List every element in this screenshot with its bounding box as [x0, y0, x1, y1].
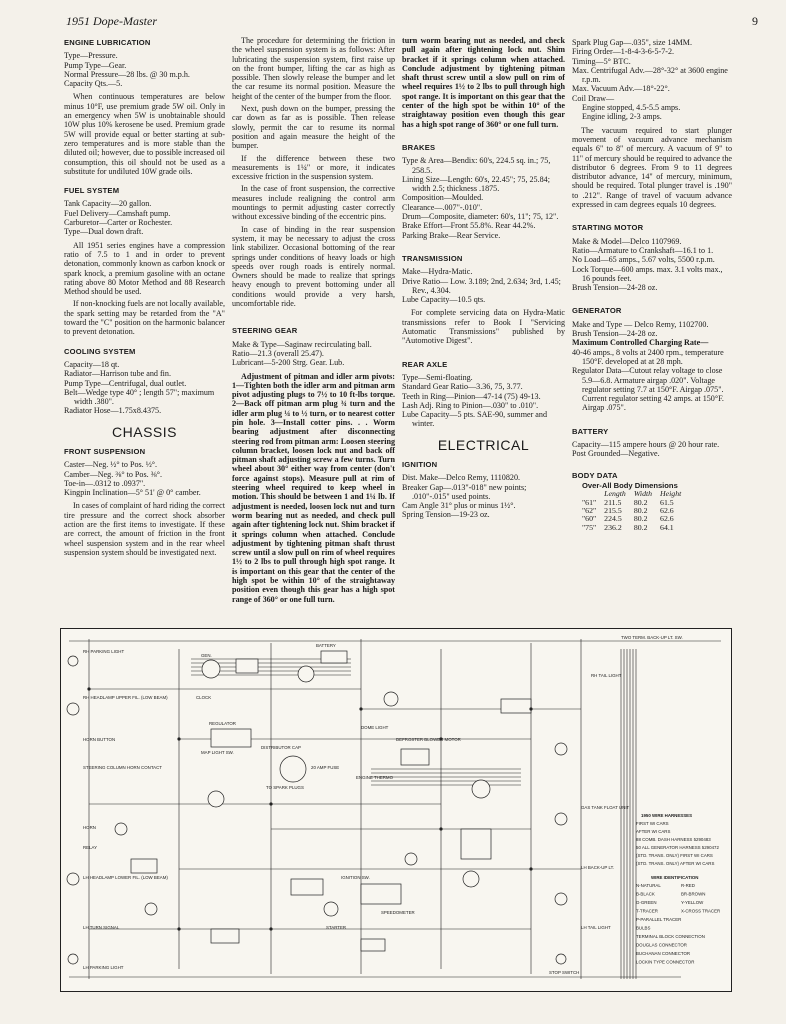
- spec-line: Caster—Neg. ½° to Pos. ½°.: [64, 460, 158, 470]
- transmission-heading: TRANSMISSION: [402, 253, 463, 263]
- diagram-label: TWO TERM. BACK-UP LT. SW.: [621, 635, 683, 640]
- spec-line: Lining Size—Length: 60's, 22.45"; 75, 25.84; width 2.5; thickness .1875.: [402, 174, 550, 194]
- fuel-system-paragraph: If non-knocking fuels are not locally available, the spark setting may be retarded from the "A" toward the "C" position on the harmonic balancer to prevent detonation.: [64, 299, 225, 337]
- wire-id-entry: LOCKIN TYPE CONNECTOR: [636, 959, 695, 965]
- component-symbol: [555, 743, 567, 755]
- vacuum-text: The vacuum required to start plunger movement of vacuum advance mechanism equals 6" to 8" of mercury. A vacuum of 9" to 11" of mercury should be required to advance the distributor 6 degrees. From 9 to 11 degrees distributor advance, 14" of mercury, minimum, should be required. Total plunger travel is .190" to .212". Range of travel of vacuum advance expressed in cam degrees equals 10 degrees.: [572, 125, 732, 210]
- cooling-system-specs: [64, 360, 225, 416]
- harness-entry: 50 ALL GENERATOR HARNESS 5290472: [636, 845, 719, 850]
- wire-id-entry: Y-YELLOW: [681, 900, 704, 905]
- body-dimensions-cell: 211.5: [604, 497, 622, 507]
- spec-line: Make—Hydra-Matic.: [402, 267, 473, 277]
- component-symbol: [555, 893, 567, 905]
- spec-line: Make & Model—Delco 1107969.: [572, 236, 682, 246]
- spec-line: Camber—Neg. ⅜° to Pos. ⅜°.: [64, 469, 162, 479]
- chassis-paragraph: In the case of front suspension, the corrective measures include realigning the control arm mountings to permit adjusting caster correctly without excessive binding of the eccentric pins.: [232, 184, 395, 222]
- spec-line: Lubricant—5-200 Strg. Gear. Lub.: [232, 358, 345, 368]
- body-dimensions-column-header: Height: [660, 489, 682, 499]
- body-dimensions-cell: "61": [582, 497, 597, 507]
- page-header: [66, 14, 758, 30]
- starting-motor-heading: STARTING MOTOR: [572, 223, 644, 233]
- body-dimensions-cell: 80.2: [633, 522, 648, 532]
- ignition-specs: [402, 473, 565, 519]
- spec-line: Radiator—Harrison tube and fin.: [64, 369, 171, 379]
- terminal-connection: [439, 827, 442, 830]
- diagram-label: DISTRIBUTOR CAP: [261, 745, 301, 750]
- steering-gear-heading: STEERING GEAR: [232, 326, 298, 336]
- wire-id-entry: BULBS: [636, 925, 651, 931]
- engine-lubrication-text: When continuous temperatures are below minus 10°F, use premium grade 5W oil. Only in an emergency when 5W is unobtainable should 10W plus 10% kerosene be used. Premium grade 5W will provide equal or better starting at sub-zero temperatures and is more stable than the diluted oil; however, due to possible increased oil consumption, this oil should not be used as a substitute for undiluted 10W grade oils.: [64, 92, 225, 176]
- component-symbol: [202, 660, 220, 678]
- diagram-label: BATTERY: [316, 643, 336, 648]
- electrical-heading: ELECTRICAL: [437, 436, 530, 453]
- column-2: [232, 36, 396, 604]
- ignition-heading: IGNITION: [402, 459, 438, 469]
- fuel-system-paragraph: All 1951 series engines have a compression ratio of 7.5 to 1 and in order to prevent detonation, commonly known as carbon knock or spark knock, a premium gasoline with an octane rating above 80 Motor Method and 88 Research Method should be used.: [64, 240, 225, 297]
- diagram-label: HORN BUTTON: [83, 737, 116, 742]
- spec-line: Make & Type—Saginaw recirculating ball.: [232, 339, 372, 349]
- harness-entry: (STD. TRANS. ONLY) FIRST WI CARS: [636, 853, 713, 858]
- chassis-paragraph: In cases of complaint of hard riding the correct tire pressure and the correct shock absorber action are the first items to investigate. If these are correct, the amount of friction in the front wheel suspension system and in the rear wheel suspension system should be investigated next.: [64, 501, 225, 557]
- chassis-paragraph: In case of binding in the rear suspension system, it may be necessary to adjust the cross link stabilizer. Occasional bottoming of the rear springs under conditions of heavy loads or high speeds over rough roads is entirely normal. Owners should be made to realize that springs heavy enough to prevent bottoming under all conditions would provide a very harsh, uncomfortable ride.: [232, 224, 395, 309]
- steering-adjustment-continued: turn worm bearing nut as needed, and check pull again after tightening lock nut. Shim bracket if it springs column when attached. Conclude adjustment by tightening pitman shaft thrust screw until a slow pull on rim of wheel requires 1½ to 2 lbs to pull through high spot range. It is important on this gear that the center of the high spot be within 10° of the straightaway position even though this gear has a high spot range of 360° or one full turn.: [402, 36, 565, 129]
- chassis-paragraph: The procedure for determining the friction in the wheel suspension system is as follows: After lubricating the suspension system, first raise up on the front bumper, lifting the car as high as possible. Then slowly release the bumper and let the car resume its normal position. Measure the height of the center of the bumper from the floor.: [232, 36, 395, 101]
- spec-line: Firing Order—1-8-4-3-6-5-7-2.: [572, 47, 675, 57]
- body-dimensions-cell: "62": [582, 505, 597, 515]
- wire-id-entry: DOUGLAS CONNECTOR: [636, 942, 687, 948]
- component-symbol: [555, 813, 567, 825]
- component-symbol: [145, 903, 157, 915]
- body-dimensions-cell: 64.1: [660, 522, 674, 532]
- spec-line: Capacity—18 qt.: [64, 359, 120, 369]
- component-box: [361, 939, 385, 951]
- component-symbol: [67, 873, 79, 885]
- page-title: 1951 Dope-Master: [66, 14, 157, 28]
- brakes-heading: BRAKES: [402, 142, 436, 152]
- spec-line: Capacity—115 ampere hours @ 20 hour rate.: [572, 439, 720, 449]
- spec-line: Lock Torque—600 amps. max. 3.1 volts max., 16 pounds feet.: [572, 264, 723, 283]
- diagram-label: RH PARKING LIGHT: [83, 649, 125, 654]
- spec-line: Type—Pressure.: [64, 51, 118, 61]
- spec-line: Composition—Moulded.: [402, 193, 484, 203]
- spec-line: Lube Capacity—10.5 qts.: [402, 295, 486, 305]
- component-box: [321, 651, 347, 663]
- transmission-specs: [402, 267, 565, 304]
- diagram-label: SPEEDOMETER: [381, 910, 415, 915]
- wire-id-entry: BUCHANAN CONNECTOR: [636, 951, 691, 956]
- diagram-label: MAP LIGHT SW.: [201, 750, 234, 755]
- component-box: [236, 659, 258, 673]
- spec-line: Cam Angle 31° plus or minus 1½°.: [402, 501, 516, 511]
- spec-line: Make and Type — Delco Remy, 1102700.: [572, 319, 709, 329]
- spec-line: Toe-in—.0312 to .0937".: [64, 478, 146, 488]
- diagram-label: REGULATOR: [209, 721, 236, 726]
- spec-line: Engine stopped, 4.5-5.5 amps.: [582, 103, 681, 113]
- wire-id-entry: BR-BROWN: [681, 891, 706, 897]
- spec-line: Coil Draw—: [572, 93, 615, 103]
- diagram-label: LH TURN SIGNAL: [83, 925, 120, 930]
- component-box: [131, 859, 157, 873]
- body-dimensions-cell: 224.5: [604, 514, 622, 524]
- engine-lubrication-heading: ENGINE LUBRICATION: [64, 38, 151, 47]
- spec-line: Type & Area—Bendix: 60's, 224.5 sq. in.; 75, 258.5.: [402, 156, 551, 175]
- body-dimensions-cell: "60": [582, 514, 597, 524]
- wire-id-title: WIRE IDENTIFICATION: [651, 875, 699, 880]
- rear-axle-specs: [402, 373, 565, 429]
- spec-line: Belt—Wedge type 40° ; length 57"; maximum width .380".: [64, 387, 215, 407]
- component-symbol: [298, 666, 314, 682]
- component-box: [461, 829, 491, 859]
- body-dimensions-cell: 80.2: [633, 505, 648, 515]
- component-box: [501, 699, 531, 713]
- wiring-diagram-drawing: [61, 629, 731, 991]
- generator-heading: GENERATOR: [572, 306, 622, 316]
- spec-line: Breaker Gap—.013"-018" new points; .010"-.015" used points.: [402, 482, 527, 501]
- body-dimensions-row: [582, 524, 689, 532]
- cooling-system-heading: COOLING SYSTEM: [64, 346, 136, 356]
- spec-line: Ratio—21.3 (overall 25.47).: [232, 348, 324, 358]
- steering-gear-specs: [232, 340, 395, 368]
- spark-specs: [572, 38, 732, 122]
- diagram-label: LH PARKING LIGHT: [83, 965, 124, 970]
- diagram-label: RH TAIL LIGHT: [591, 673, 622, 678]
- spec-line: Normal Pressure—28 lbs. @ 30 m.p.h.: [64, 69, 190, 79]
- diagram-label: STOP SWITCH: [549, 970, 580, 975]
- diagram-label: RH HEADLAMP UPPER FIL. (LOW BEAM): [83, 695, 168, 700]
- diagram-label: RELAY: [83, 845, 98, 850]
- diagram-label: DEFROSTER BLOWER MOTOR: [396, 737, 461, 742]
- spec-line: Clearance—.007"-.010".: [402, 202, 483, 212]
- front-suspension-specs: [64, 460, 225, 497]
- steering-adjustment-text: Adjustment of pitman and idler arm pivots: 1—Tighten both the idler arm and pitman arm pivot adjusting plugs to 7½ to 10 ft-lbs torque. 2—Back off pitman arm plug ¾ turn and the idler arm plug ¼ to ½ turn, or to nearest cotter pin hole. 3—Install cotter pins. . . Worm bearing adjustment after disconnecting steering rod from pitman arm: Loosen steering column bracket, loosen lock nut and back off pitman shaft adjusting screw a few turns. Turn wheel about 30° either way from center (don't force against stops). Measure pull at rim of steering wheel required to keep wheel in motion. This should be between 1 and 1¼ lb. If adjustment is needed, loosen lock nut and turn worm bearing nut as needed, and check pull again after tightening lock nut. Shim bracket if it springs column when attached. Conclude adjustment by tightening pitman shaft thrust screw until a slow pull on rim of wheel requires 1½ to 2 lbs to pull through high spot range. It is important on this gear that the center of the high spot be within 10° of the straightaway position even though this gear has a high spot range of 360° or one full turn.: [232, 371, 396, 604]
- transmission-text: For complete servicing data on Hydra-Matic transmissions refer to Book I "Servicing Automatic Transmissions" published by "Automotive Digest".: [402, 308, 565, 346]
- page-number: 9: [752, 14, 758, 28]
- spec-line: 40-46 amps., 8 volts at 2400 rpm., temperature 150°F. developed at at 28 mph.: [572, 347, 724, 366]
- column-4: [572, 36, 732, 532]
- wire-id-entry: TERMINAL BLOCK CONNECTION: [636, 934, 705, 939]
- spec-line: Type—Semi-floating.: [402, 372, 473, 382]
- spec-line: Drum—Composite, diameter: 60's, 11"; 75, 12".: [402, 212, 559, 222]
- harness-table-title: 1950 WIRE HARNESSES: [641, 813, 692, 818]
- body-dimensions-cell: "75": [582, 522, 597, 532]
- component-symbol: [384, 692, 398, 706]
- wire-id-entry: T-TRACER: [636, 908, 658, 914]
- diagram-label: TO SPARK PLUGS: [266, 785, 304, 790]
- component-symbol: [67, 703, 79, 715]
- spec-line: Fuel Delivery—Camshaft pump.: [64, 208, 171, 218]
- component-symbol: [208, 791, 224, 807]
- terminal-connection: [87, 687, 90, 690]
- spec-line: Radiator Hose—1.75x8.4375.: [64, 406, 162, 416]
- component-symbol: [280, 756, 306, 782]
- spec-line: Pump Type—Gear.: [64, 60, 127, 70]
- component-box: [211, 729, 251, 747]
- diagram-label: LH HEADLAMP LOWER FIL. (LOW BEAM): [83, 875, 168, 880]
- terminal-connection: [529, 867, 532, 870]
- component-symbol: [472, 780, 490, 798]
- harness-entry: (STD. TRANS. ONLY) AFTER WI CARS: [636, 861, 715, 866]
- body-dimensions-cell: 61.5: [660, 497, 674, 507]
- spec-line: No Load—65 amps., 5.67 volts, 5500 r.p.m.: [572, 255, 715, 265]
- diagram-label: DOME LIGHT: [361, 725, 389, 730]
- spec-line: Regulator Data—Cutout relay voltage to close 5.9—6.8. Armature airgap .020". Voltage regulator setting 7.7 at 150°F. Airgap .075". Current regulator setting 42 amps. at 150°F. Airgap .075".: [572, 366, 724, 413]
- body-dimensions-cell: 62.6: [660, 514, 674, 524]
- body-dimensions-table: [582, 490, 689, 532]
- component-box: [211, 929, 239, 943]
- spec-line: Brake Effort—Front 55.8%. Rear 44.2%.: [402, 221, 536, 231]
- wire-id-entry: R-RED: [681, 883, 695, 888]
- component-box: [291, 879, 323, 895]
- spec-line: Standard Gear Ratio—3.36, 75, 3.77.: [402, 382, 523, 392]
- terminal-connection: [359, 707, 362, 710]
- terminal-connection: [269, 927, 272, 930]
- spec-line: Lash Adj. Ring to Pinion—.030" to .010".: [402, 400, 539, 410]
- component-symbol: [115, 823, 127, 835]
- column-3: [402, 36, 565, 524]
- spec-line: Post Grounded—Negative.: [572, 449, 660, 459]
- spec-line: Timing—5° BTC.: [572, 56, 631, 66]
- harness-entry: AFTER WI CARS: [636, 829, 671, 834]
- diagram-label: HORN: [83, 825, 96, 830]
- fuel-system-heading: FUEL SYSTEM: [64, 186, 120, 196]
- wire-id-entry: N-NATURAL: [636, 883, 661, 888]
- battery-specs: [572, 440, 732, 459]
- spec-line: Brush Tension—24-28 oz.: [572, 329, 658, 339]
- fuel-system-specs: [64, 199, 225, 236]
- spec-line: Maximum Controlled Charging Rate—: [572, 338, 709, 348]
- chassis-paragraph: Next, push down on the bumper, pressing the car down as far as is possible. Then release slowly, permit the car to resume its normal position and again measure the height of the bumper.: [232, 104, 395, 151]
- body-dimensions-cell: 80.2: [633, 514, 648, 524]
- spec-line: Spark Plug Gap—.035", size 14MM.: [572, 38, 692, 47]
- diagram-label: CLOCK: [196, 695, 212, 700]
- spec-line: Kingpin Inclination—5° 51' @ 0° camber.: [64, 488, 201, 498]
- wire-id-entry: G-GREEN: [636, 900, 657, 905]
- spec-line: Parking Brake—Rear Service.: [402, 230, 501, 240]
- wire-id-entry: P-PARALLEL TRACER: [636, 917, 682, 922]
- terminal-connection: [177, 927, 180, 930]
- chassis-paragraph: If the difference between these two measurements is 1¼" or more, it indicates excessive friction in the suspension system.: [232, 153, 395, 182]
- engine-lubrication-specs: [64, 51, 225, 88]
- component-symbol: [68, 656, 78, 666]
- terminal-connection: [529, 707, 532, 710]
- component-symbol: [556, 954, 566, 964]
- body-data-subheading: Over-All Body Dimensions: [582, 480, 678, 490]
- front-suspension-heading: FRONT SUSPENSION: [64, 446, 146, 456]
- spec-line: Lube Capacity—5 pts. SAE-90, summer and winter.: [402, 410, 547, 429]
- spec-line: Carburetor—Carter or Rochester.: [64, 218, 173, 228]
- component-symbol: [463, 871, 479, 887]
- spec-line: Teeth in Ring—Pinion—47-14 (75) 49-13.: [402, 391, 541, 401]
- diagram-label: LH TAIL LIGHT: [581, 925, 611, 930]
- body-dimensions-column-header: Length: [604, 489, 626, 499]
- body-dimensions-cell: 62.6: [660, 505, 674, 515]
- diagram-label: STARTER: [326, 925, 347, 930]
- spec-line: Type—Dual down draft.: [64, 227, 144, 237]
- brakes-specs: [402, 156, 565, 240]
- spec-line: Dist. Make—Delco Remy, 1110820.: [402, 473, 521, 483]
- terminal-connection: [269, 802, 272, 805]
- wire-id-entry: B-BLACK: [636, 891, 655, 897]
- component-symbol: [324, 902, 338, 916]
- spec-line: Drive Ratio— Low. 3.189; 2nd, 2.634; 3rd, 1.45; Rev., 4.304.: [402, 276, 561, 295]
- diagram-label: GEN.: [201, 653, 212, 658]
- spec-line: Engine idling, 2-3 amps.: [582, 112, 662, 122]
- spec-line: Max. Vacuum Adv.—18°-22°.: [572, 84, 670, 94]
- harness-entry: FIRST WI CARS: [636, 821, 669, 826]
- diagram-label: IGNITION SW.: [341, 875, 370, 880]
- diagram-label: STEERING COLUMN HORN CONTACT: [83, 765, 162, 770]
- column-1: [64, 36, 225, 557]
- body-dimensions-column-header: Width: [633, 489, 653, 499]
- component-box: [401, 749, 429, 765]
- diagram-label: GAS TANK FLOAT UNIT: [581, 805, 630, 810]
- starting-motor-specs: [572, 237, 732, 293]
- terminal-connection: [177, 737, 180, 740]
- generator-specs: [572, 320, 732, 413]
- component-box: [361, 884, 401, 904]
- component-symbol: [68, 954, 78, 964]
- diagram-label: ENGINE THERMO: [356, 775, 393, 780]
- spec-line: Spring Tension—19-23 oz.: [402, 510, 490, 520]
- chassis-heading: CHASSIS: [112, 423, 177, 440]
- body-data-heading: BODY DATA: [572, 470, 618, 480]
- body-dimensions-cell: 236.2: [604, 522, 622, 532]
- spec-line: Capacity Qts.—5.: [64, 79, 123, 89]
- battery-heading: BATTERY: [572, 426, 609, 436]
- body-dimensions-cell: 80.2: [633, 497, 648, 507]
- spec-line: Pump Type—Centrifugal, dual outlet.: [64, 378, 187, 388]
- component-symbol: [405, 853, 417, 865]
- diagram-label: LH BACK-UP LT.: [581, 865, 615, 870]
- rear-axle-heading: REAR AXLE: [402, 359, 448, 369]
- diagram-label: 20 AMP FUSE: [311, 765, 340, 770]
- spec-line: Brush Tension—24-28 oz.: [572, 283, 658, 293]
- body-dimensions-cell: 215.5: [604, 505, 622, 515]
- wiring-diagram: [60, 628, 732, 992]
- spec-line: Max. Centrifugal Adv.—28°-32° at 3600 engine r.p.m.: [572, 65, 728, 85]
- harness-entry: 88 COMB. DASH HARNESS 5290483: [636, 837, 711, 842]
- wire-id-entry: X-CROSS TRACER: [681, 908, 721, 914]
- spec-line: Tank Capacity—20 gallon.: [64, 199, 152, 209]
- spec-line: Ratio—Armature to Crankshaft—16.1 to 1.: [572, 245, 714, 255]
